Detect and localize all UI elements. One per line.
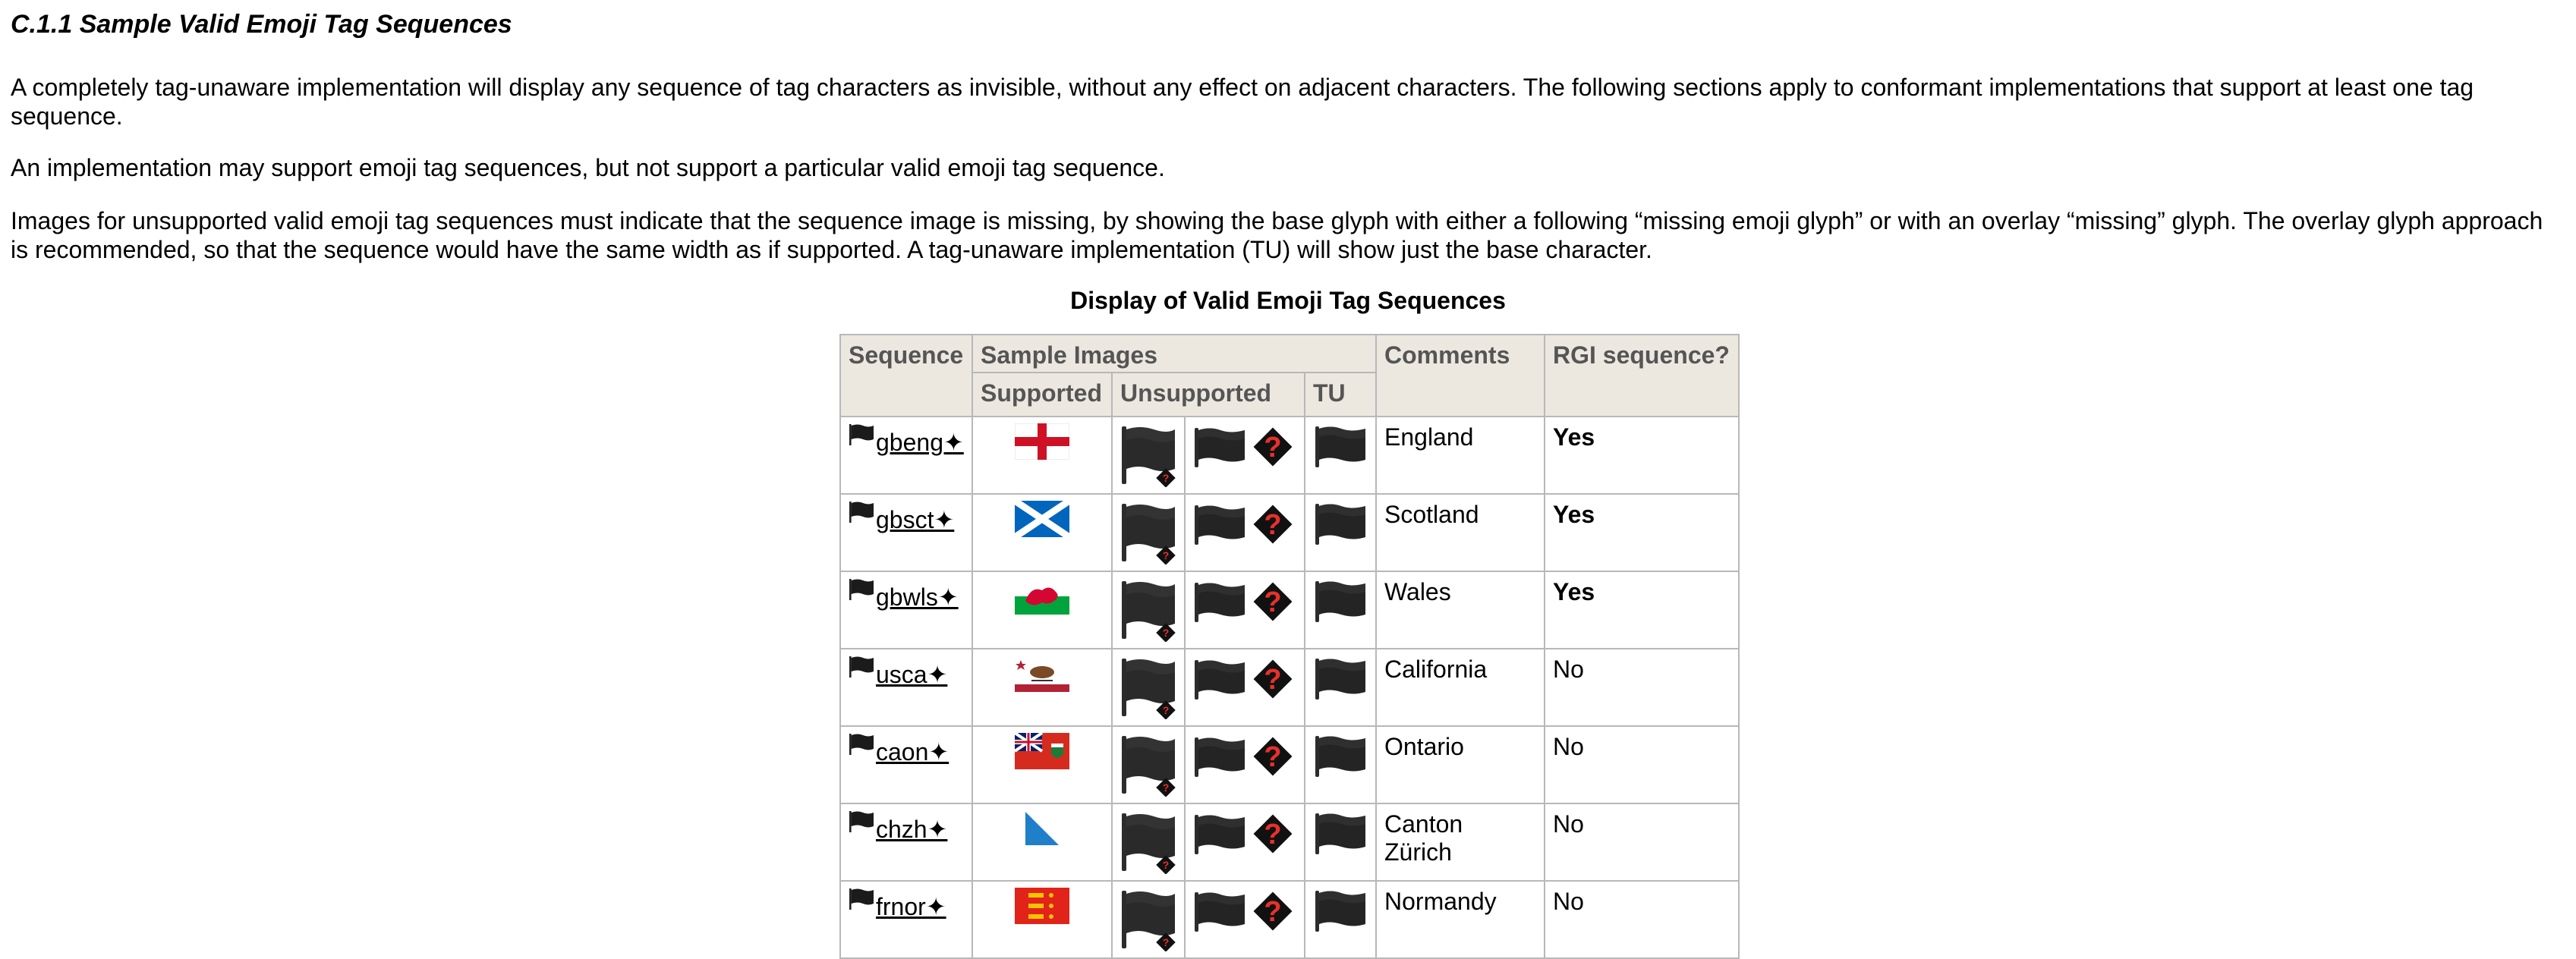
sequence-cell bbox=[840, 494, 972, 571]
tag-sequence-link[interactable]: gbsct✦ bbox=[876, 506, 955, 533]
black-flag-icon bbox=[1314, 602, 1367, 629]
ontario-flag-icon bbox=[981, 733, 1104, 769]
black-flag-icon bbox=[1193, 657, 1246, 707]
england-flag-icon bbox=[981, 423, 1104, 460]
unsupported-following-cell bbox=[1185, 649, 1305, 726]
tag-unaware-cell bbox=[1305, 571, 1376, 649]
black-flag-icon bbox=[1193, 580, 1246, 630]
header-sample-images: Sample Images bbox=[972, 335, 1376, 373]
missing-glyph-icon bbox=[1249, 423, 1296, 476]
supported-image-cell bbox=[972, 571, 1112, 649]
sequence-cell bbox=[840, 881, 972, 958]
supported-image-cell bbox=[972, 803, 1112, 881]
unsupported-following-cell bbox=[1185, 726, 1305, 803]
rgi-cell: No bbox=[1545, 803, 1739, 881]
rgi-cell: Yes bbox=[1545, 417, 1739, 494]
black-flag-icon bbox=[849, 578, 874, 607]
black-flag-icon bbox=[1193, 425, 1246, 475]
section-title: C.1.1 Sample Valid Emoji Tag Sequences bbox=[11, 10, 512, 39]
document-page bbox=[11, 0, 2565, 316]
missing-glyph-icon bbox=[1249, 578, 1296, 631]
rgi-cell: No bbox=[1545, 881, 1739, 958]
black-flag-icon bbox=[849, 656, 874, 684]
comment-cell: England bbox=[1376, 417, 1545, 494]
black-flag-icon bbox=[1314, 756, 1367, 784]
black-flag-icon bbox=[1193, 812, 1246, 862]
unsupported-overlay-cell bbox=[1112, 571, 1185, 649]
svg-text:?: ? bbox=[1162, 472, 1170, 484]
tag-sequence-link[interactable]: frnor✦ bbox=[876, 893, 946, 920]
black-flag-icon bbox=[1314, 524, 1367, 552]
black-flag-icon bbox=[1314, 447, 1367, 474]
tag-unaware-cell bbox=[1305, 881, 1376, 958]
header-unsupported: Unsupported bbox=[1112, 373, 1305, 417]
rgi-cell: No bbox=[1545, 726, 1739, 803]
supported-image-cell bbox=[972, 881, 1112, 958]
scotland-flag-icon bbox=[981, 501, 1104, 537]
comment-cell: Scotland bbox=[1376, 494, 1545, 571]
tag-sequence-link[interactable]: caon✦ bbox=[876, 738, 949, 766]
sequence-cell bbox=[840, 571, 972, 649]
black-flag-icon bbox=[849, 501, 874, 530]
unsupported-overlay-cell bbox=[1112, 494, 1185, 571]
tag-sequence-link[interactable]: gbwls✦ bbox=[876, 583, 959, 611]
supported-image-cell bbox=[972, 494, 1112, 571]
sequence-cell bbox=[840, 417, 972, 494]
tag-unaware-cell bbox=[1305, 494, 1376, 571]
black-flag-icon bbox=[1193, 502, 1246, 552]
black-flag-icon bbox=[849, 888, 874, 917]
table-row bbox=[840, 726, 1739, 803]
wales-flag-icon bbox=[981, 578, 1104, 615]
comment-cell: Canton Zürich bbox=[1376, 803, 1545, 881]
unsupported-following-cell bbox=[1185, 494, 1305, 571]
missing-glyph-icon bbox=[1249, 501, 1296, 554]
table-row bbox=[840, 494, 1739, 571]
table-row bbox=[840, 417, 1739, 494]
unsupported-following-cell bbox=[1185, 571, 1305, 649]
svg-text:?: ? bbox=[1264, 509, 1282, 541]
tag-sequence-link[interactable]: gbeng✦ bbox=[876, 429, 964, 456]
tag-unaware-cell bbox=[1305, 803, 1376, 881]
svg-text:?: ? bbox=[1264, 432, 1282, 464]
unsupported-overlay-cell bbox=[1112, 881, 1185, 958]
table-row bbox=[840, 881, 1739, 958]
black-flag-icon bbox=[1314, 911, 1367, 939]
svg-text:?: ? bbox=[1162, 781, 1170, 794]
california-flag-icon bbox=[981, 656, 1104, 692]
unsupported-overlay-cell bbox=[1112, 417, 1185, 494]
table-body bbox=[840, 417, 1739, 958]
comment-cell: Ontario bbox=[1376, 726, 1545, 803]
black-flag-missing-overlay-icon bbox=[1120, 542, 1176, 570]
comment-cell: Wales bbox=[1376, 571, 1545, 649]
black-flag-missing-overlay-icon bbox=[1120, 620, 1176, 647]
svg-text:?: ? bbox=[1162, 549, 1170, 561]
header-tu: TU bbox=[1305, 373, 1376, 417]
paragraph-partial-support: An implementation may support emoji tag sequences, but not support a particular valid emoji tag sequence. bbox=[11, 154, 1165, 181]
comment-cell: California bbox=[1376, 649, 1545, 726]
table-row bbox=[840, 571, 1739, 649]
black-flag-icon bbox=[1193, 889, 1246, 939]
black-flag-icon bbox=[1314, 679, 1367, 706]
black-flag-missing-overlay-icon bbox=[1120, 929, 1176, 957]
black-flag-icon bbox=[849, 423, 874, 452]
svg-text:?: ? bbox=[1264, 741, 1282, 773]
table-caption: Display of Valid Emoji Tag Sequences bbox=[1070, 287, 1506, 314]
tag-unaware-cell bbox=[1305, 726, 1376, 803]
svg-text:?: ? bbox=[1162, 704, 1170, 716]
tag-sequence-link[interactable]: chzh✦ bbox=[876, 816, 948, 843]
black-flag-missing-overlay-icon bbox=[1120, 465, 1176, 492]
emoji-tag-table bbox=[839, 334, 1740, 959]
svg-text:?: ? bbox=[1162, 627, 1170, 639]
zurich-flag-icon bbox=[981, 810, 1104, 847]
black-flag-missing-overlay-icon bbox=[1120, 697, 1176, 725]
header-sequence: Sequence bbox=[840, 335, 972, 417]
rgi-cell: Yes bbox=[1545, 571, 1739, 649]
svg-text:?: ? bbox=[1264, 586, 1282, 618]
paragraph-tag-unaware: A completely tag-unaware implementation will display any sequence of tag characters as invisible, without any effect on adjacent characters. The following sections apply to conformant implementations that support at least one tag sequence. bbox=[11, 74, 2474, 130]
unsupported-following-cell bbox=[1185, 417, 1305, 494]
table-row bbox=[840, 803, 1739, 881]
svg-text:?: ? bbox=[1264, 896, 1282, 928]
missing-glyph-icon bbox=[1249, 810, 1296, 863]
header-comments: Comments bbox=[1376, 335, 1545, 417]
svg-text:?: ? bbox=[1162, 936, 1170, 948]
unsupported-overlay-cell bbox=[1112, 649, 1185, 726]
header-supported: Supported bbox=[972, 373, 1112, 417]
svg-text:?: ? bbox=[1264, 819, 1282, 851]
black-flag-missing-overlay-icon bbox=[1120, 775, 1176, 802]
unsupported-overlay-cell bbox=[1112, 803, 1185, 881]
sequence-cell bbox=[840, 726, 972, 803]
black-flag-icon bbox=[849, 810, 874, 839]
black-flag-icon bbox=[849, 733, 874, 762]
unsupported-overlay-cell bbox=[1112, 726, 1185, 803]
black-flag-icon bbox=[1314, 834, 1367, 861]
normandy-flag-icon bbox=[981, 888, 1104, 924]
supported-image-cell bbox=[972, 726, 1112, 803]
table-row bbox=[840, 649, 1739, 726]
svg-text:?: ? bbox=[1264, 664, 1282, 696]
svg-text:?: ? bbox=[1162, 859, 1170, 871]
missing-glyph-icon bbox=[1249, 656, 1296, 709]
tag-unaware-cell bbox=[1305, 649, 1376, 726]
supported-image-cell bbox=[972, 649, 1112, 726]
tag-unaware-cell bbox=[1305, 417, 1376, 494]
missing-glyph-icon bbox=[1249, 888, 1296, 941]
sequence-cell bbox=[840, 649, 972, 726]
comment-cell: Normandy bbox=[1376, 881, 1545, 958]
sequence-cell bbox=[840, 803, 972, 881]
header-rgi-sequence: RGI sequence? bbox=[1545, 335, 1739, 417]
unsupported-following-cell bbox=[1185, 881, 1305, 958]
rgi-cell: Yes bbox=[1545, 494, 1739, 571]
tag-sequence-link[interactable]: usca✦ bbox=[876, 661, 948, 688]
unsupported-following-cell bbox=[1185, 803, 1305, 881]
supported-image-cell bbox=[972, 417, 1112, 494]
black-flag-icon bbox=[1193, 734, 1246, 784]
missing-glyph-icon bbox=[1249, 733, 1296, 786]
black-flag-missing-overlay-icon bbox=[1120, 852, 1176, 879]
paragraph-missing-images: Images for unsupported valid emoji tag sequences must indicate that the sequence image is missing, by showing the base glyph with either a following “missing emoji glyph” or with an overlay “missing” glyph. The overlay glyph approach is recommended, so that the sequence would have the same width as if supported. A tag-unaware implementation (TU) will show just the base character. bbox=[11, 207, 2543, 263]
rgi-cell: No bbox=[1545, 649, 1739, 726]
